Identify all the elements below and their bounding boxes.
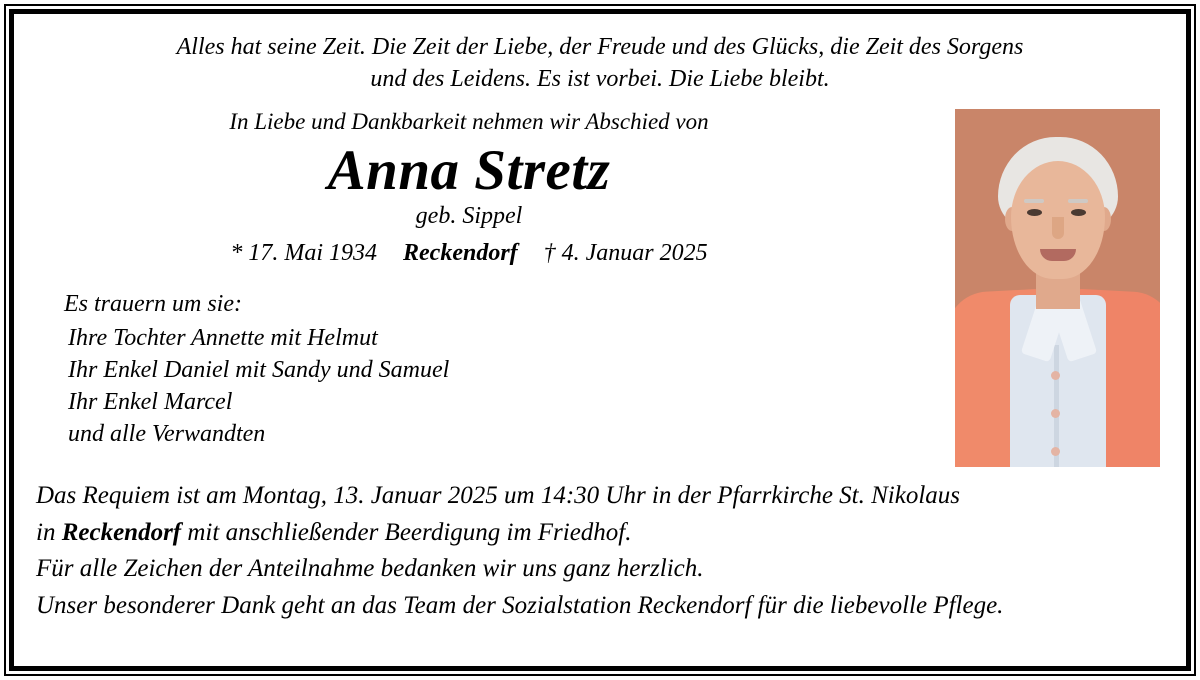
middle-section (18, 95, 1182, 467)
portrait-photo (955, 109, 1160, 467)
text-column (18, 109, 910, 450)
mourners-title: Es trauern um sie: (64, 291, 242, 318)
requiem-suffix: mit anschließender Beerdigung im Friedhof. (181, 518, 632, 546)
requiem-place: Reckendorf (61, 518, 182, 546)
list-item: Ihr Enkel Marcel (68, 388, 233, 415)
death-date: † 4. Januar 2025 (543, 240, 708, 267)
birth-place: Reckendorf (403, 240, 518, 267)
funeral-details (18, 467, 1182, 622)
list-item: Ihre Tochter Annette mit Helmut (68, 325, 378, 352)
life-dates (48, 240, 910, 267)
motto-line-1: Alles hat seine Zeit. Die Zeit der Liebe, der Freude und des Glücks, die Zeit des Sorgens (176, 34, 1024, 60)
notice-content (18, 18, 1182, 662)
thanks-line: Für alle Zeichen der Anteilnahme bedanken wir uns ganz herzlich. (36, 555, 704, 583)
special-thanks-line: Unser besonderer Dank geht an das Team der Sozialstation Reckendorf für die liebevolle Pflege. (36, 591, 1004, 619)
list-item: und alle Verwandten (68, 420, 266, 447)
eyebrow-left (1024, 199, 1044, 203)
motto-block (18, 18, 1182, 95)
eyebrow-right (1068, 199, 1088, 203)
nose (1052, 217, 1064, 239)
mourners-block (48, 289, 910, 451)
maiden-name: geb. Sippel (415, 203, 523, 230)
requiem-line-1: Das Requiem ist am Montag, 13. Januar 2025 um 14:30 Uhr in der Pfarrkirche St. Nikolaus (36, 482, 960, 510)
birth-date: * 17. Mai 1934 (230, 240, 377, 267)
intro-text: In Liebe und Dankbarkeit nehmen wir Abschied von (229, 109, 709, 135)
mourners-list (64, 323, 910, 451)
list-item: Ihr Enkel Daniel mit Sandy und Samuel (68, 357, 450, 383)
photo-column (910, 109, 1182, 467)
deceased-name: Anna Stretz (327, 139, 611, 203)
requiem-prefix: in (36, 518, 62, 546)
motto-line-2: und des Leidens. Es ist vorbei. Die Liebe bleibt. (370, 65, 830, 92)
requiem-line-2 (36, 516, 1164, 550)
